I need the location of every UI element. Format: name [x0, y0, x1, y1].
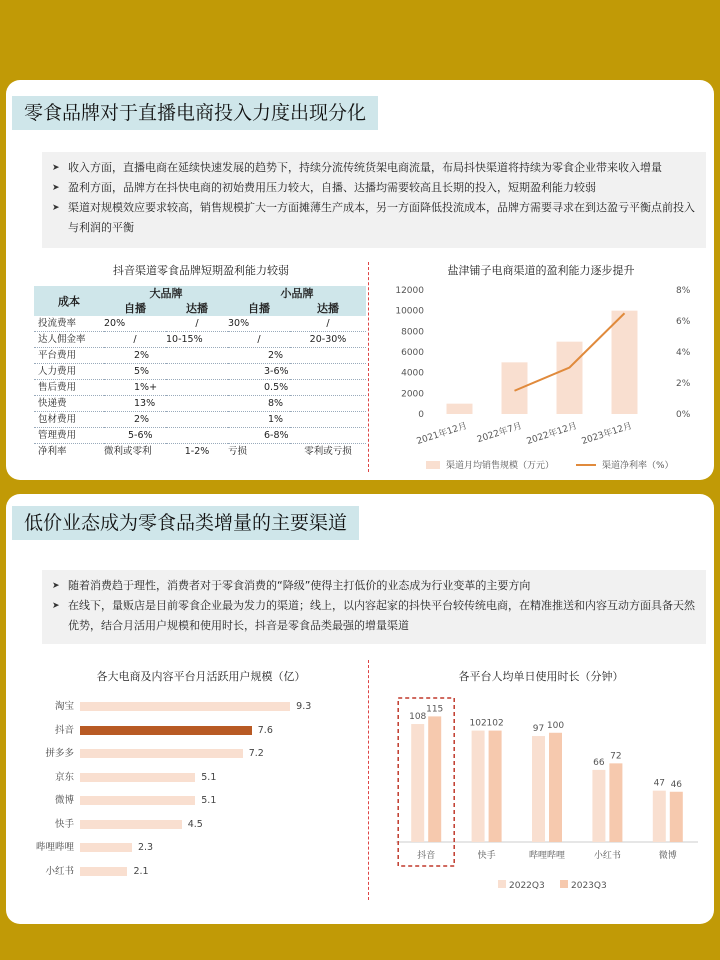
- bar: [502, 362, 528, 414]
- bar: [612, 311, 638, 414]
- bar-row: [36, 841, 366, 855]
- y-right-tick-label: 2%: [676, 379, 691, 389]
- bar-row: [36, 700, 366, 714]
- bar: [670, 792, 683, 842]
- value-label: 9.3: [296, 701, 312, 712]
- legend-swatch: [498, 880, 506, 888]
- y-left-tick-label: 0: [418, 410, 424, 420]
- x-tick-label: 快手: [477, 851, 496, 861]
- y-left-tick-label: 2000: [401, 389, 424, 400]
- value-label: 47: [653, 778, 666, 789]
- category-label: 小红书: [45, 865, 74, 877]
- legend-swatch: [560, 880, 568, 888]
- bullet-item: ➤ 收入方面，直播电商在延续快速发展的趋势下，持续分流传统货架电商流量，布局抖快渠道将持续为零食企业带来收入增量: [52, 158, 696, 178]
- bar-row: [36, 794, 366, 808]
- table-row: 人力费用 5% 3-6%: [34, 364, 366, 380]
- bar: [80, 702, 290, 711]
- arrow-bullet-icon: ➤: [52, 183, 60, 193]
- table-subheader: 自播: [248, 302, 270, 315]
- usage-time-chart: [378, 690, 708, 896]
- bar: [532, 736, 545, 842]
- category-label: 抖音: [54, 724, 74, 736]
- chart-title: 各平台人均单日使用时长（分钟）: [458, 670, 624, 683]
- bar: [80, 867, 127, 876]
- bar: [80, 820, 182, 829]
- table-row: 包材费用 2% 1%: [34, 412, 366, 428]
- arrow-bullet-icon: ➤: [52, 203, 60, 213]
- bar-row: [36, 818, 366, 832]
- value-label: 72: [610, 751, 622, 762]
- value-label: 7.6: [257, 724, 273, 736]
- category-label: 哔哩哔哩: [36, 842, 75, 853]
- chart-title: 各大电商及内容平台月活跃用户规模（亿）: [96, 670, 306, 683]
- section-title: 低价业态成为零食品类增量的主要渠道: [12, 506, 359, 540]
- y-right-tick-label: 8%: [676, 286, 691, 296]
- arrow-bullet-icon: ➤: [52, 601, 60, 611]
- bar: [428, 716, 441, 842]
- value-label: 108: [409, 712, 427, 723]
- profit-table: [34, 286, 366, 459]
- combo-chart: [376, 276, 710, 476]
- table-col-header: 成本: [58, 294, 80, 308]
- bullet-item: ➤ 随着消费趋于理性，消费者对于零食消费的“降级”使得主打低价的业态成为行业变革的主要方向: [52, 576, 696, 596]
- table-row: 达人佣金率 / 10-15% / 20-30%: [34, 332, 366, 348]
- x-tick-label: 2021年12月: [415, 421, 469, 448]
- section-card-low-price: [6, 494, 714, 924]
- legend-label: 渠道月均销售规模（万元）: [446, 461, 555, 471]
- x-tick-label: 2022年7月: [475, 421, 524, 446]
- bullet-item: ➤ 渠道对规模效应要求较高，销售规模扩大一方面摊薄生产成本，另一方面降低投流成本，品牌方需要寻求在到达盈亏平衡点前投入与利润的平衡: [52, 198, 696, 238]
- arrow-bullet-icon: ➤: [52, 581, 60, 591]
- y-left-tick-label: 8000: [401, 327, 424, 338]
- value-label: 100: [546, 720, 565, 731]
- y-left-tick-label: 6000: [401, 348, 424, 358]
- y-left-tick-label: 12000: [395, 286, 424, 296]
- value-label: 5.1: [201, 795, 217, 806]
- bar-row: [36, 865, 366, 879]
- bar: [447, 404, 473, 414]
- category-label: 快手: [54, 818, 74, 830]
- value-label: 115: [426, 704, 444, 715]
- table-group-header: 小品牌: [280, 287, 314, 300]
- x-tick-label: 2023年12月: [580, 421, 634, 448]
- section-title: 零食品牌对于直播电商投入力度出现分化: [12, 96, 378, 130]
- value-label: 46: [670, 779, 683, 790]
- x-tick-label: 2022年12月: [525, 421, 579, 448]
- table-row: 管理费用 5-6% 6-8%: [34, 428, 366, 444]
- bullet-list: [42, 152, 706, 248]
- value-label: 7.2: [248, 748, 264, 759]
- bar-row: [36, 771, 366, 785]
- dashed-divider: [368, 660, 369, 900]
- y-right-tick-label: 0%: [676, 410, 691, 420]
- value-label: 66: [593, 757, 605, 768]
- x-tick-label: 微博: [658, 851, 677, 861]
- bar: [80, 773, 195, 782]
- arrow-bullet-icon: ➤: [52, 163, 60, 173]
- bullet-list: [42, 570, 706, 644]
- bar: [557, 342, 583, 414]
- value-label: 4.5: [187, 818, 203, 830]
- x-tick-label: 哔哩哔哩: [528, 851, 566, 861]
- value-label: 102: [469, 718, 487, 729]
- table-row: 售后费用 1%+ 0.5%: [34, 380, 366, 396]
- bar: [80, 796, 195, 805]
- y-left-tick-label: 10000: [395, 306, 424, 317]
- y-right-tick-label: 4%: [676, 348, 691, 358]
- category-label: 微博: [54, 795, 74, 806]
- table-subheader: 达播: [186, 302, 208, 315]
- bar: [653, 791, 666, 842]
- chart-title: 盐津铺子电商渠道的盈利能力逐步提升: [447, 264, 635, 277]
- bar: [549, 733, 562, 842]
- table-row: 投流费率 20% / 30% /: [34, 316, 366, 332]
- value-label: 2.3: [137, 842, 154, 853]
- bar: [80, 726, 252, 735]
- y-left-tick-label: 4000: [401, 368, 424, 379]
- legend-label: 2023Q3: [571, 881, 607, 891]
- table-row: 净利率 微利或零利 1-2% 亏损 零利或亏损: [38, 446, 352, 457]
- category-label: 淘宝: [54, 701, 74, 712]
- value-label: 5.1: [201, 771, 217, 783]
- table-row: 快递费 13% 8%: [34, 396, 366, 412]
- table-title: 抖音渠道零食品牌短期盈利能力较弱: [113, 264, 289, 277]
- bar-row: [36, 724, 366, 738]
- y-right-tick-label: 6%: [676, 317, 691, 327]
- table-group-header: 大品牌: [149, 287, 183, 300]
- bullet-item: ➤ 盈利方面，品牌方在抖快电商的初始费用压力较大，自播、达播均需要较高且长期的投入，短期盈利能力较弱: [52, 178, 696, 198]
- bar: [80, 843, 132, 852]
- bar: [80, 749, 243, 758]
- table-subheader: 达播: [317, 302, 339, 315]
- bar: [609, 763, 622, 842]
- value-label: 102: [486, 718, 504, 729]
- bar: [411, 724, 424, 842]
- category-label: 京东: [54, 771, 74, 783]
- bar: [472, 731, 485, 842]
- value-label: 97: [532, 724, 545, 735]
- dashed-divider: [368, 262, 369, 472]
- legend-label: 渠道净利率（%）: [602, 461, 674, 471]
- legend-swatch-bar: [426, 461, 440, 469]
- legend-label: 2022Q3: [509, 881, 545, 891]
- table-row: 平台费用 2% 2%: [34, 348, 366, 364]
- bar: [592, 770, 605, 842]
- x-tick-label: 抖音: [417, 851, 436, 861]
- bar: [489, 731, 502, 842]
- section-card-profitability: [6, 80, 714, 480]
- value-label: 2.1: [133, 865, 149, 877]
- x-tick-label: 小红书: [593, 851, 621, 861]
- bar-row: [36, 747, 366, 761]
- mau-bar-chart: [36, 700, 366, 890]
- bullet-item: ➤ 在线下，量贩店是目前零食企业最为发力的渠道；线上，以内容起家的抖快平台较传统电商，在精准推送和内容互动方面具备天然优势，结合月活用户规模和使用时长，抖音是零食品类最强的增量渠道: [52, 596, 696, 636]
- table-subheader: 自播: [124, 302, 146, 315]
- highlight-box: [398, 698, 454, 866]
- category-label: 拼多多: [45, 748, 74, 759]
